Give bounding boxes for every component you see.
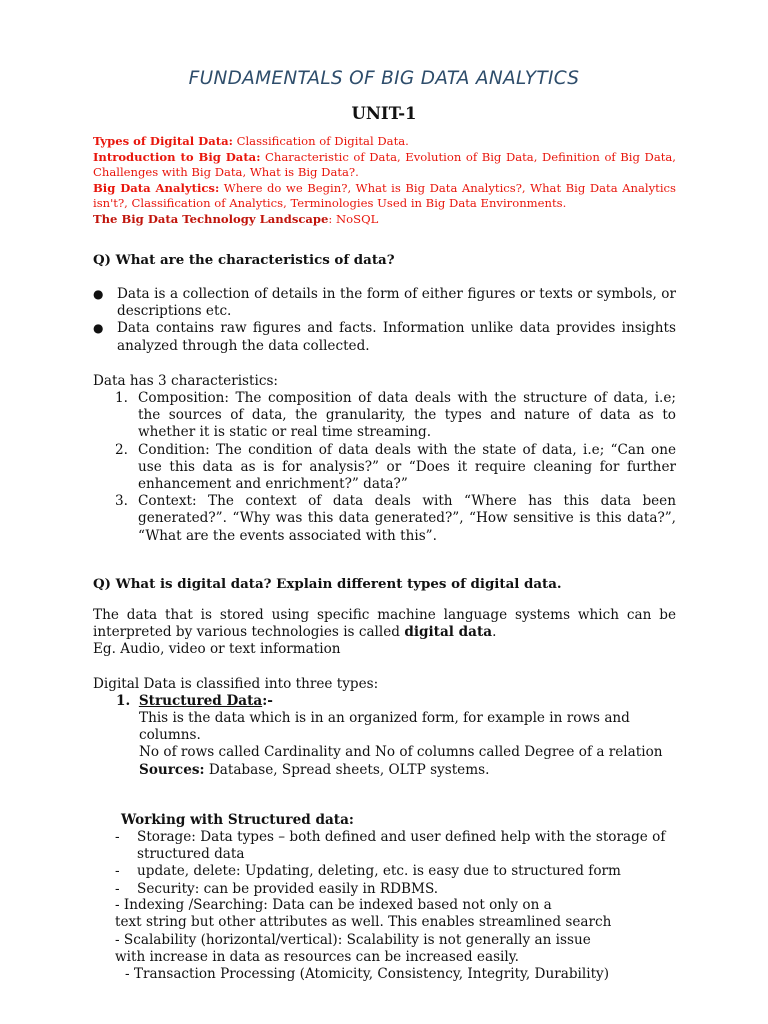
list-item: 1. Composition: The composition of data deals with the structure of data, i.e; the sources of data, the granularity, the types and nature of data as to whether it is static or real time streaming. — [115, 390, 676, 441]
list-item: - Storage: Data types – both defined and user defined help with the storage of structured data — [115, 829, 666, 863]
paragraph: text string but other attributes as well. This enables streamlined search — [115, 914, 612, 930]
bullet-icon: ● — [93, 287, 104, 301]
working-list — [115, 829, 676, 898]
syllabus-block — [93, 134, 676, 228]
paragraph: Data has 3 characteristics: — [93, 373, 279, 389]
document-title: FUNDAMENTALS OF BIG DATA ANALYTICS — [188, 68, 580, 89]
structured-heading: 1. Structured Data:- — [116, 693, 273, 709]
unit-heading: UNIT-1 — [351, 104, 417, 123]
paragraph: - Transaction Processing (Atomicity, Consistency, Integrity, Durability) — [125, 966, 610, 982]
syllabus-line: The Big Data Technology Landscape: NoSQL — [93, 211, 379, 226]
list-item: - Security: can be provided easily in RDBMS. — [115, 880, 439, 897]
paragraph: The data that is stored using specific machine language systems which can be interpreted by various technologies is called digital data. — [93, 607, 676, 641]
list-item: 3. Context: The context of data deals with “Where has this data been generated?”. “Why was this data generated?”, “How sensitive is this data?”, “What are the events associated with this”. — [115, 493, 676, 544]
paragraph: Eg. Audio, video or text information — [93, 641, 341, 657]
bullet-list — [93, 286, 676, 355]
syllabus-line: Big Data Analytics: Where do we Begin?, What is Big Data Analytics?, What Big Data Analytics isn't?, Classification of Analytics, Terminologies Used in Big Data Environments. — [93, 180, 676, 211]
paragraph: with increase in data as resources can be increased easily. — [115, 949, 519, 965]
question-2: Q) What is digital data? Explain different types of digital data. — [93, 576, 562, 592]
question-1: Q) What are the characteristics of data? — [93, 252, 395, 268]
syllabus-line: Types of Digital Data: Classification of Digital Data. — [93, 134, 409, 148]
syllabus-line: Introduction to Big Data: Characteristic of Data, Evolution of Big Data, Definition of Big Data, Challenges with Big Data, What is Big Data?. — [93, 149, 676, 180]
list-item: 2. Condition: The condition of data deals with the state of data, i.e; “Can one use this data as is for analysis?” or “Does it require cleaning for further enhancement and enrichment?” data?” — [115, 441, 676, 493]
structured-description: This is the data which is in an organized form, for example in rows and columns. No of rows called Cardinality and No of columns called Degree of a relation Sources: Database, Spread sheets, OLTP systems. — [139, 710, 663, 778]
paragraph: Digital Data is classified into three types: — [93, 676, 379, 692]
list-item: ● Data is a collection of details in the form of either figures or texts or symbols, or descriptions etc. — [93, 286, 676, 320]
list-item: ● Data contains raw figures and facts. Information unlike data provides insights analyzed through the data collected. — [93, 320, 676, 354]
paragraph: - Scalability (horizontal/vertical): Scalability is not generally an issue — [115, 932, 591, 948]
numbered-list — [115, 390, 676, 545]
list-item: - update, delete: Updating, deleting, etc. is easy due to structured form — [115, 863, 621, 880]
working-heading: Working with Structured data: — [121, 812, 354, 828]
paragraph: - Indexing /Searching: Data can be indexed based not only on a — [115, 897, 552, 913]
bullet-icon: ● — [93, 321, 104, 336]
